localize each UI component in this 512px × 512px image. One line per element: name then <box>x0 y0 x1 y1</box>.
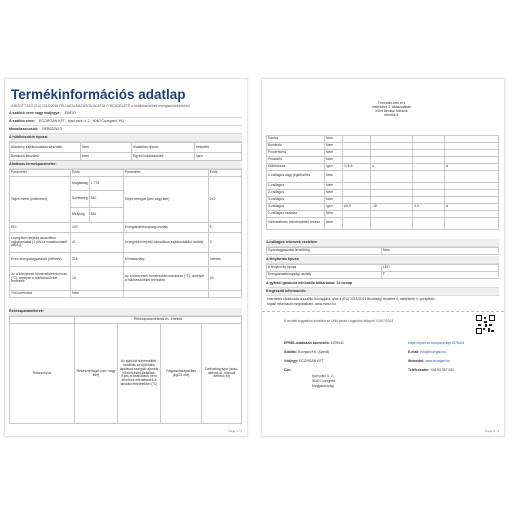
section-type-header: A hűtőkészülék típusa: <box>9 134 242 142</box>
extra-text-1: Internetes hivatkozás a szállító honlapjára, ahol a (EU) 2019/2019 Bizottsági rendelet II. melléklete 4. pontjában <box>267 297 435 301</box>
compartment-cell: Nem <box>325 142 343 149</box>
trademark-value: ECORGAN KFT. <box>299 359 325 363</box>
param-cell: 43 <box>208 267 241 291</box>
section-4star-header: 4-csillagos rekeszek esetében <box>266 239 499 247</box>
compartment-cell: 2-csillagos <box>267 189 325 196</box>
compartment-row <box>267 196 499 203</box>
compartment-cell <box>445 135 499 142</box>
compartment-cell <box>371 149 413 156</box>
regulation-intro: A BIZOTTSÁG (EU) 2019/2016 FELHATALMAZÁSON ALAPULÓ RENDELETE a hűtőkészülékek energiacímkézéséről <box>11 104 190 108</box>
supplier-label: Szállító: <box>284 350 297 354</box>
address-row <box>284 368 292 372</box>
section-compartment-header: Rekeszparaméterek: <box>9 308 242 316</box>
param-cell: Nem <box>71 291 124 298</box>
compartment-cell <box>371 142 413 149</box>
compartment-cell: 4 <box>371 163 413 170</box>
dim-value: 540 <box>89 191 123 208</box>
compartment-cell <box>343 170 371 182</box>
eprel-value: 1578441 <box>330 341 344 345</box>
comp-header-cell: Az ajánlott hőmérséklet-beállítás az optimális tárolásra szolgáló ajánlott hőmérséklet-beállítás. Ezek a beállítások nem lehetnek ellentétesek a tárolási feltételekkel (°C) <box>118 324 161 424</box>
compartment-cell <box>371 182 413 189</box>
param-cell: Az a környezeti hőmérséklet-maximum (°C), amelyre a hűtőkészüléket tervezték <box>123 267 208 291</box>
dim-name: Magasság <box>71 177 90 191</box>
compartment-row <box>267 217 499 229</box>
compartment-cell: Bortároló <box>267 142 325 149</box>
param-cell: Intéves <box>208 253 241 267</box>
compartment-cell <box>413 135 445 142</box>
supplier-row <box>284 350 329 354</box>
compartment-values-header-row <box>267 85 499 135</box>
light-table <box>266 264 499 279</box>
param-header-cell: Paraméter <box>10 170 71 177</box>
compartment-cell <box>343 156 371 163</box>
param-cell: Az a környezeti hőmérsékletminimum (°C), amelyre a hűtőkészüléket tervezték <box>10 267 71 291</box>
compartment-cell: A <box>445 163 499 170</box>
eprel-label: EPREL-adatbázis azonosító: <box>284 341 330 345</box>
compartment-cell: Nem <box>325 135 343 142</box>
email-link[interactable]: info@ecorgan.hu <box>420 350 447 354</box>
web-row <box>408 359 450 363</box>
dim-name: Szélesség <box>71 191 90 208</box>
compartment-cell <box>343 196 371 203</box>
dims-row <box>10 177 242 191</box>
trademark-label: Védjegy: <box>284 359 299 363</box>
section-light-header: A fényforrás típusa <box>266 256 499 264</box>
compartment-cell <box>413 189 445 196</box>
compartment-cell: Igen <box>325 163 343 170</box>
address-label: Cím: <box>284 368 292 372</box>
compartment-row <box>267 135 499 142</box>
param-cell: E <box>208 223 241 233</box>
param-cell: Levegőben terjedő akusztikus zajkibocsátás [1 pW-ra vonatkoztatott dB(A)] <box>10 233 71 253</box>
compartment-cell: Változtatható hőmérsékletű rekesz <box>267 217 325 229</box>
compartment-cell <box>445 210 499 217</box>
light-type-label: A fényforrás típusa <box>267 265 382 272</box>
type-cell: Egyéb hűtőkészülék: <box>132 153 195 161</box>
dim-value: 1 770 <box>89 177 123 191</box>
compartment-row <box>267 163 499 170</box>
param-cell: 16 <box>71 267 124 291</box>
param-cell: Klímaosztály: <box>123 253 208 267</box>
comp-header-cell: Rekesztípus <box>10 324 75 424</box>
type-table <box>9 142 242 161</box>
eprel-qr-code-icon <box>476 315 495 334</box>
compartment-table <box>9 316 242 424</box>
phone-value: +36 93 357 000 <box>430 368 455 372</box>
compartment-cell <box>371 210 413 217</box>
param-cell: 41 <box>71 233 124 253</box>
type-cell: Bortároló készülék: <box>10 153 81 161</box>
compartment-cell <box>343 149 371 156</box>
fast-freeze-table <box>266 247 499 255</box>
light-class-label: Energiahatékonysági osztály <box>267 272 382 279</box>
type-cell: Kialakítás típusa: <box>132 143 195 153</box>
compartment-cell <box>413 170 445 182</box>
compartment-cell <box>413 182 445 189</box>
light-type-value: LED <box>382 265 499 272</box>
page-divider <box>262 311 504 312</box>
compartment-cell: Igen <box>325 203 343 210</box>
availability-notice: A modell fogyatéka továbbá az Unió javán Lagjedési állapotí: 01/07/2024 <box>284 319 394 323</box>
comp-header-cell: Fagyasztókapacitás (kg/24 óra) <box>161 324 202 424</box>
comp-header-cell: Rekesztérfogat (dm³ vagy liter) <box>75 324 118 424</box>
param-row <box>10 253 242 267</box>
compartment-cell: -18 <box>371 203 413 210</box>
compartment-row <box>267 170 499 182</box>
compartment-cell <box>413 196 445 203</box>
web-link[interactable]: www.ecorgan.hu <box>425 359 451 363</box>
compartment-cell <box>445 196 499 203</box>
compartment-row <box>267 156 499 163</box>
param-header-cell: Érték <box>71 170 124 177</box>
compartment-cell: 2-csillagos szakasz <box>267 210 325 217</box>
compartment-cell: Frisstartó <box>267 156 325 163</box>
compartment-cell <box>413 210 445 217</box>
param-cell <box>208 291 241 298</box>
param-row <box>10 291 242 298</box>
supplier-name-row <box>9 110 242 118</box>
model-value: RFB332W.3 <box>42 127 62 131</box>
comp-group-row <box>10 317 242 324</box>
compartment-cell <box>445 182 499 189</box>
compartment-cell <box>371 135 413 142</box>
light-row <box>267 265 499 272</box>
comp-header-cell: Defrosting type (auto-defrost=A, manual defrost=M) <box>202 324 242 424</box>
dim-value: 545 <box>89 208 123 223</box>
compartment-cell <box>343 135 371 142</box>
compartment-cell <box>343 142 371 149</box>
param-row <box>10 267 242 291</box>
datasheet-page-2 <box>261 78 505 437</box>
compartment-cell <box>445 142 499 149</box>
supplier-name-value: EWDO <box>64 111 76 115</box>
compartment-cell <box>343 217 371 229</box>
param-row <box>10 233 242 253</box>
supplier-value: Ecorgan Kft. (Sperlii) <box>297 350 330 354</box>
model-row <box>9 126 242 134</box>
section-extra-header: Kiegészítő információk: <box>266 288 499 296</box>
section-general-header: Általános termékparaméter: <box>9 161 242 169</box>
compartment-cell <box>445 217 499 229</box>
type-cell: Nem <box>81 153 132 161</box>
param-cell <box>123 291 208 298</box>
param-cell: C <box>208 233 241 253</box>
param-cell: 100 <box>71 223 124 233</box>
total-volume-label: Teljes térfogat (dm³ vagy liter) <box>123 177 208 223</box>
compartment-cell <box>413 149 445 156</box>
model-label: Modellazonosító: <box>9 127 39 131</box>
type-row <box>10 153 242 161</box>
email-label: E-mail: <box>408 350 420 354</box>
page-footer: Page 1 / 3 <box>228 429 242 433</box>
param-cell: 216 <box>71 253 124 267</box>
compartment-cell: 63,0 <box>343 203 371 210</box>
light-row <box>267 272 499 279</box>
dim-name: Mélység <box>71 208 90 223</box>
param-cell: EEI <box>10 223 71 233</box>
compartment-cell <box>445 156 499 163</box>
param-cell: Éves energiafogyasztás (kWh/év) <box>10 253 71 267</box>
address-line-3: Magyarország <box>312 384 334 388</box>
compartment-cell: - <box>413 163 445 170</box>
compartment-cell: A <box>445 203 499 210</box>
compartment-row <box>267 189 499 196</box>
eprel-row <box>284 341 344 345</box>
compartment-cell <box>413 156 445 163</box>
compartment-cell <box>343 182 371 189</box>
compartment-row <box>267 142 499 149</box>
total-volume-value: 242 <box>208 177 241 223</box>
page-title: Termékinformációs adatlap <box>11 87 186 102</box>
web-label: Weboldal: <box>408 359 425 363</box>
warranty-row: A gyártói garancia minimális időtartama: 24 hónap <box>266 280 499 288</box>
compartment-row <box>267 210 499 217</box>
compartment-cell: Pincerekesz <box>267 149 325 156</box>
email-row <box>408 350 446 354</box>
compartment-values-table <box>266 85 499 230</box>
type-cell: Nem <box>81 143 132 153</box>
compartment-cell: 3-csillagos <box>267 196 325 203</box>
type-cell: Alacsony zajkibocsátású készülék: <box>10 143 81 153</box>
dims-label: Teljes méret (milliméter) <box>10 177 71 223</box>
param-header-cell: Paraméter <box>123 170 208 177</box>
compartment-cell <box>371 217 413 229</box>
fast-freeze-value: Nem <box>382 248 499 255</box>
compartment-cell: Nem <box>325 182 343 189</box>
param-cell: Téli üzemmód <box>10 291 71 298</box>
compartment-cell: Nem <box>325 196 343 203</box>
compartment-cell: Nem <box>325 189 343 196</box>
address-line-1: Ipari park u. 2. <box>312 374 334 378</box>
supplier-address-label: A szállító címe: <box>9 119 36 123</box>
datasheet-page-1 <box>4 78 248 437</box>
type-cell: Igen <box>195 153 242 161</box>
compartment-row <box>267 182 499 189</box>
light-class-value: F <box>382 272 499 279</box>
supplier-name-label: A szállító neve vagy védjegye: <box>9 111 61 115</box>
compartment-cell: Nem <box>325 156 343 163</box>
compartment-cell: Kamra <box>267 135 325 142</box>
compartment-cell <box>371 189 413 196</box>
phone-label: Telefonszám: <box>408 368 430 372</box>
extra-text-2: foglalt információ megtalálható: www.ewdo.hu <box>267 302 336 306</box>
comp-header-row <box>10 324 242 424</box>
compartment-cell <box>371 196 413 203</box>
compartment-row <box>267 149 499 156</box>
type-cell: beépített <box>195 143 242 153</box>
fast-freeze-label: Gyorsfagyasztási lehetőség <box>267 248 382 255</box>
compartment-cell <box>371 156 413 163</box>
trademark-row <box>284 359 324 363</box>
general-param-table <box>9 169 242 298</box>
compartment-cell <box>413 217 445 229</box>
compartment-cell <box>445 170 499 182</box>
param-row <box>10 223 242 233</box>
compartment-cell: Nem <box>325 170 343 182</box>
compartment-cell: Nem <box>325 210 343 217</box>
compartment-cell: 175,5 <box>343 163 371 170</box>
compartment-cell <box>343 210 371 217</box>
compartment-cell: Nem <box>325 217 343 229</box>
compartment-cell: Nem <box>325 149 343 156</box>
compartment-cell <box>413 142 445 149</box>
compartment-cell: 0-csillagos vagy jégkészítés <box>267 170 325 182</box>
compartment-cell <box>445 189 499 196</box>
param-cell: Levegőben terjedő akusztikus zajkibocsátási osztály <box>123 233 208 253</box>
address-line-2: 9040 Cozsgréd <box>312 379 335 383</box>
supplier-address-row <box>9 118 242 126</box>
compartment-cell: 3,3 <box>413 203 445 210</box>
fast-freeze-row <box>267 248 499 255</box>
eprel-link[interactable]: https://eprel.ec.europa.eu/qr/1578441 <box>408 341 465 345</box>
compartment-values-header: Tmondás-ban a hi mellékelet 3. táblázatában előírt tárolási hőfokok tehetők-e <box>371 100 412 117</box>
compartment-cell <box>371 170 413 182</box>
compartment-row <box>267 203 499 210</box>
compartment-cell <box>445 149 499 156</box>
phone-row <box>408 368 454 372</box>
compartment-cell: Hűtőrekesz <box>267 163 325 170</box>
compartment-cell: 4-csillagos <box>267 203 325 210</box>
compartment-cell <box>343 189 371 196</box>
page-footer: Page 2 / 3 <box>485 429 499 433</box>
supplier-address-value: ECORGAN KFT., Ipari park u. 2., 9040 Cozsgréd, HU <box>39 119 125 123</box>
param-cell: Energiahatékonysági osztály <box>123 223 208 233</box>
comp-group-header: Rekeszparaméterek és -értékek <box>75 317 242 324</box>
param-header-row <box>10 170 242 177</box>
compartment-cell: 1-csillagos <box>267 182 325 189</box>
param-header-cell: Érték <box>208 170 241 177</box>
type-row <box>10 143 242 153</box>
